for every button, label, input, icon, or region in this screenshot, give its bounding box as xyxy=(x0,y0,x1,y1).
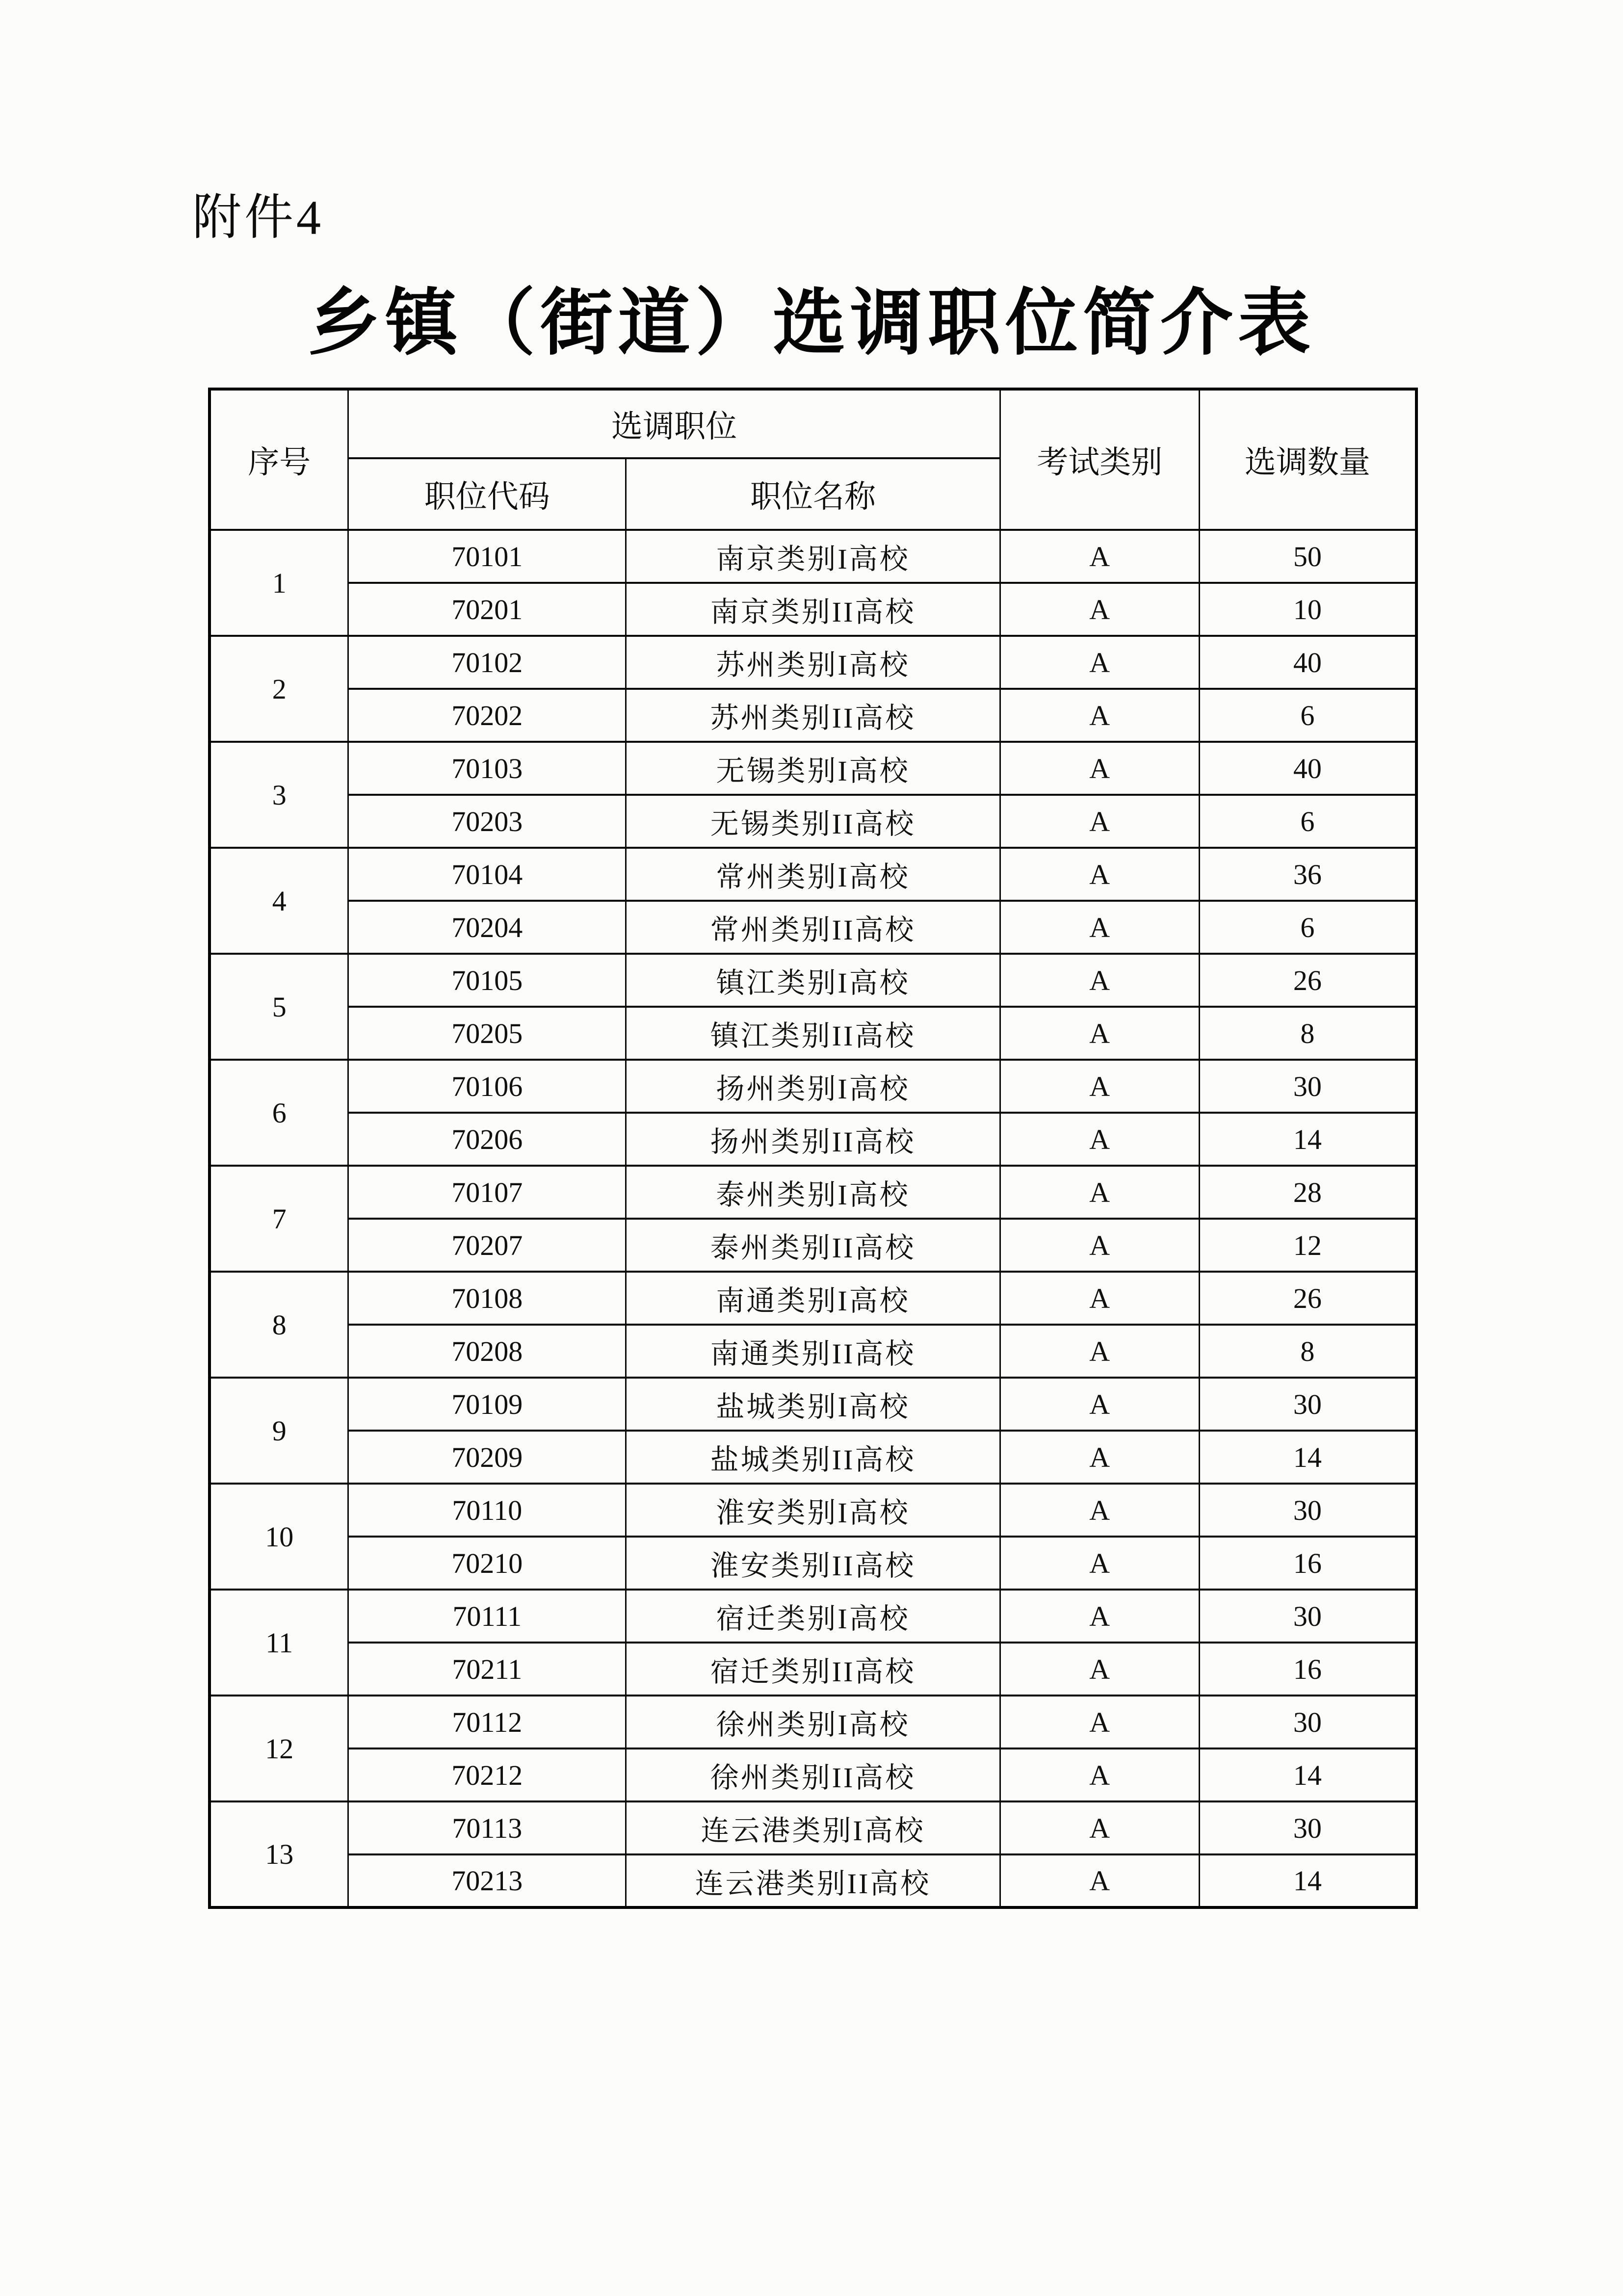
table-row xyxy=(209,1696,1416,1748)
cell-exam-category: A xyxy=(1000,742,1199,795)
cell-quantity: 10 xyxy=(1199,583,1416,636)
cell-exam-category: A xyxy=(1000,1590,1199,1643)
table-row xyxy=(209,1060,1416,1113)
cell-quantity: 14 xyxy=(1199,1854,1416,1907)
cell-quantity: 30 xyxy=(1199,1801,1416,1854)
cell-exam-category: A xyxy=(1000,954,1199,1007)
cell-position-name: 苏州类别II高校 xyxy=(626,689,1000,742)
cell-exam-category: A xyxy=(1000,636,1199,689)
table-row xyxy=(209,1484,1416,1537)
table-row xyxy=(209,1166,1416,1219)
cell-serial: 12 xyxy=(209,1696,348,1801)
cell-serial: 4 xyxy=(209,848,348,954)
positions-table xyxy=(208,388,1418,1909)
cell-exam-category: A xyxy=(1000,1166,1199,1219)
cell-serial: 3 xyxy=(209,742,348,848)
cell-position-code: 70209 xyxy=(348,1431,626,1484)
cell-exam-category: A xyxy=(1000,1378,1199,1431)
cell-quantity: 26 xyxy=(1199,954,1416,1007)
cell-quantity: 6 xyxy=(1199,901,1416,954)
table-row xyxy=(209,1325,1416,1378)
cell-exam-category: A xyxy=(1000,1854,1199,1907)
table-row xyxy=(209,1007,1416,1060)
cell-position-name: 常州类别I高校 xyxy=(626,848,1000,901)
cell-quantity: 50 xyxy=(1199,530,1416,583)
cell-serial: 6 xyxy=(209,1060,348,1166)
table-row xyxy=(209,1431,1416,1484)
cell-serial: 1 xyxy=(209,530,348,636)
cell-position-name: 徐州类别II高校 xyxy=(626,1748,1000,1801)
cell-serial: 7 xyxy=(209,1166,348,1272)
cell-exam-category: A xyxy=(1000,795,1199,848)
table-row xyxy=(209,689,1416,742)
cell-quantity: 8 xyxy=(1199,1325,1416,1378)
header-quantity: 选调数量 xyxy=(1199,389,1416,530)
cell-position-name: 连云港类别II高校 xyxy=(626,1854,1000,1907)
cell-serial: 10 xyxy=(209,1484,348,1590)
table-row xyxy=(209,583,1416,636)
table-row xyxy=(209,530,1416,583)
table-row xyxy=(209,1272,1416,1325)
cell-position-name: 镇江类别I高校 xyxy=(626,954,1000,1007)
cell-position-name: 南京类别II高校 xyxy=(626,583,1000,636)
table-row xyxy=(209,901,1416,954)
cell-position-code: 70201 xyxy=(348,583,626,636)
cell-position-code: 70212 xyxy=(348,1748,626,1801)
table-row xyxy=(209,1537,1416,1590)
cell-quantity: 16 xyxy=(1199,1537,1416,1590)
table-row xyxy=(209,1219,1416,1272)
table-row xyxy=(209,795,1416,848)
cell-exam-category: A xyxy=(1000,1801,1199,1854)
cell-position-code: 70109 xyxy=(348,1378,626,1431)
cell-exam-category: A xyxy=(1000,1537,1199,1590)
page-title: 乡镇（街道）选调职位简介表 xyxy=(308,284,1315,364)
cell-quantity: 28 xyxy=(1199,1166,1416,1219)
cell-serial: 9 xyxy=(209,1378,348,1484)
cell-position-code: 70207 xyxy=(348,1219,626,1272)
cell-position-name: 连云港类别I高校 xyxy=(626,1801,1000,1854)
cell-quantity: 26 xyxy=(1199,1272,1416,1325)
cell-exam-category: A xyxy=(1000,1219,1199,1272)
cell-exam-category: A xyxy=(1000,848,1199,901)
cell-exam-category: A xyxy=(1000,1484,1199,1537)
table-row xyxy=(209,636,1416,689)
table-header xyxy=(209,389,1416,530)
cell-position-name: 无锡类别II高校 xyxy=(626,795,1000,848)
cell-position-name: 淮安类别I高校 xyxy=(626,1484,1000,1537)
table-row xyxy=(209,1113,1416,1166)
cell-position-name: 扬州类别II高校 xyxy=(626,1113,1000,1166)
cell-quantity: 40 xyxy=(1199,636,1416,689)
header-exam-category: 考试类别 xyxy=(1000,389,1199,530)
cell-position-code: 70102 xyxy=(348,636,626,689)
cell-exam-category: A xyxy=(1000,1748,1199,1801)
cell-serial: 2 xyxy=(209,636,348,742)
cell-position-code: 70205 xyxy=(348,1007,626,1060)
cell-position-code: 70107 xyxy=(348,1166,626,1219)
cell-position-code: 70113 xyxy=(348,1801,626,1854)
header-position-name: 职位名称 xyxy=(626,458,1000,530)
cell-position-code: 70101 xyxy=(348,530,626,583)
table-row xyxy=(209,848,1416,901)
cell-position-name: 扬州类别I高校 xyxy=(626,1060,1000,1113)
cell-position-code: 70111 xyxy=(348,1590,626,1643)
cell-exam-category: A xyxy=(1000,1272,1199,1325)
cell-exam-category: A xyxy=(1000,1007,1199,1060)
cell-quantity: 36 xyxy=(1199,848,1416,901)
attachment-label: 附件4 xyxy=(192,190,324,245)
cell-position-name: 南通类别II高校 xyxy=(626,1325,1000,1378)
cell-position-name: 盐城类别I高校 xyxy=(626,1378,1000,1431)
cell-exam-category: A xyxy=(1000,1696,1199,1748)
cell-quantity: 14 xyxy=(1199,1113,1416,1166)
cell-exam-category: A xyxy=(1000,689,1199,742)
table-row xyxy=(209,1643,1416,1696)
header-position-group: 选调职位 xyxy=(348,389,1000,458)
cell-quantity: 30 xyxy=(1199,1378,1416,1431)
table-body xyxy=(209,530,1416,1907)
header-position-code: 职位代码 xyxy=(348,458,626,530)
cell-serial: 13 xyxy=(209,1801,348,1907)
cell-exam-category: A xyxy=(1000,1643,1199,1696)
cell-quantity: 14 xyxy=(1199,1431,1416,1484)
table-row xyxy=(209,742,1416,795)
cell-position-code: 70108 xyxy=(348,1272,626,1325)
cell-quantity: 30 xyxy=(1199,1590,1416,1643)
cell-position-name: 泰州类别II高校 xyxy=(626,1219,1000,1272)
table-row xyxy=(209,1801,1416,1854)
cell-position-code: 70210 xyxy=(348,1537,626,1590)
cell-position-code: 70104 xyxy=(348,848,626,901)
cell-position-code: 70103 xyxy=(348,742,626,795)
cell-exam-category: A xyxy=(1000,583,1199,636)
cell-quantity: 12 xyxy=(1199,1219,1416,1272)
cell-quantity: 6 xyxy=(1199,689,1416,742)
cell-position-code: 70203 xyxy=(348,795,626,848)
cell-position-code: 70211 xyxy=(348,1643,626,1696)
cell-position-name: 苏州类别I高校 xyxy=(626,636,1000,689)
cell-position-code: 70202 xyxy=(348,689,626,742)
cell-quantity: 30 xyxy=(1199,1696,1416,1748)
cell-position-name: 宿迁类别II高校 xyxy=(626,1643,1000,1696)
cell-exam-category: A xyxy=(1000,1113,1199,1166)
cell-quantity: 30 xyxy=(1199,1484,1416,1537)
table-row xyxy=(209,954,1416,1007)
cell-position-code: 70204 xyxy=(348,901,626,954)
cell-quantity: 40 xyxy=(1199,742,1416,795)
cell-position-code: 70213 xyxy=(348,1854,626,1907)
cell-position-code: 70112 xyxy=(348,1696,626,1748)
table-row xyxy=(209,1590,1416,1643)
cell-quantity: 14 xyxy=(1199,1748,1416,1801)
cell-exam-category: A xyxy=(1000,1431,1199,1484)
cell-serial: 8 xyxy=(209,1272,348,1378)
cell-position-name: 常州类别II高校 xyxy=(626,901,1000,954)
cell-position-name: 镇江类别II高校 xyxy=(626,1007,1000,1060)
table-row xyxy=(209,1748,1416,1801)
table-row xyxy=(209,1378,1416,1431)
cell-position-name: 徐州类别I高校 xyxy=(626,1696,1000,1748)
cell-exam-category: A xyxy=(1000,1060,1199,1113)
cell-position-name: 淮安类别II高校 xyxy=(626,1537,1000,1590)
cell-serial: 5 xyxy=(209,954,348,1060)
header-serial: 序号 xyxy=(209,389,348,530)
table-row xyxy=(209,1854,1416,1907)
cell-exam-category: A xyxy=(1000,1325,1199,1378)
cell-serial: 11 xyxy=(209,1590,348,1696)
cell-position-name: 盐城类别II高校 xyxy=(626,1431,1000,1484)
cell-quantity: 16 xyxy=(1199,1643,1416,1696)
cell-position-name: 宿迁类别I高校 xyxy=(626,1590,1000,1643)
cell-position-name: 南京类别I高校 xyxy=(626,530,1000,583)
cell-position-name: 泰州类别I高校 xyxy=(626,1166,1000,1219)
cell-quantity: 30 xyxy=(1199,1060,1416,1113)
cell-position-code: 70206 xyxy=(348,1113,626,1166)
cell-position-name: 南通类别I高校 xyxy=(626,1272,1000,1325)
cell-position-code: 70106 xyxy=(348,1060,626,1113)
cell-quantity: 8 xyxy=(1199,1007,1416,1060)
cell-position-code: 70208 xyxy=(348,1325,626,1378)
cell-position-code: 70110 xyxy=(348,1484,626,1537)
cell-exam-category: A xyxy=(1000,530,1199,583)
cell-exam-category: A xyxy=(1000,901,1199,954)
cell-quantity: 6 xyxy=(1199,795,1416,848)
cell-position-name: 无锡类别I高校 xyxy=(626,742,1000,795)
cell-position-code: 70105 xyxy=(348,954,626,1007)
